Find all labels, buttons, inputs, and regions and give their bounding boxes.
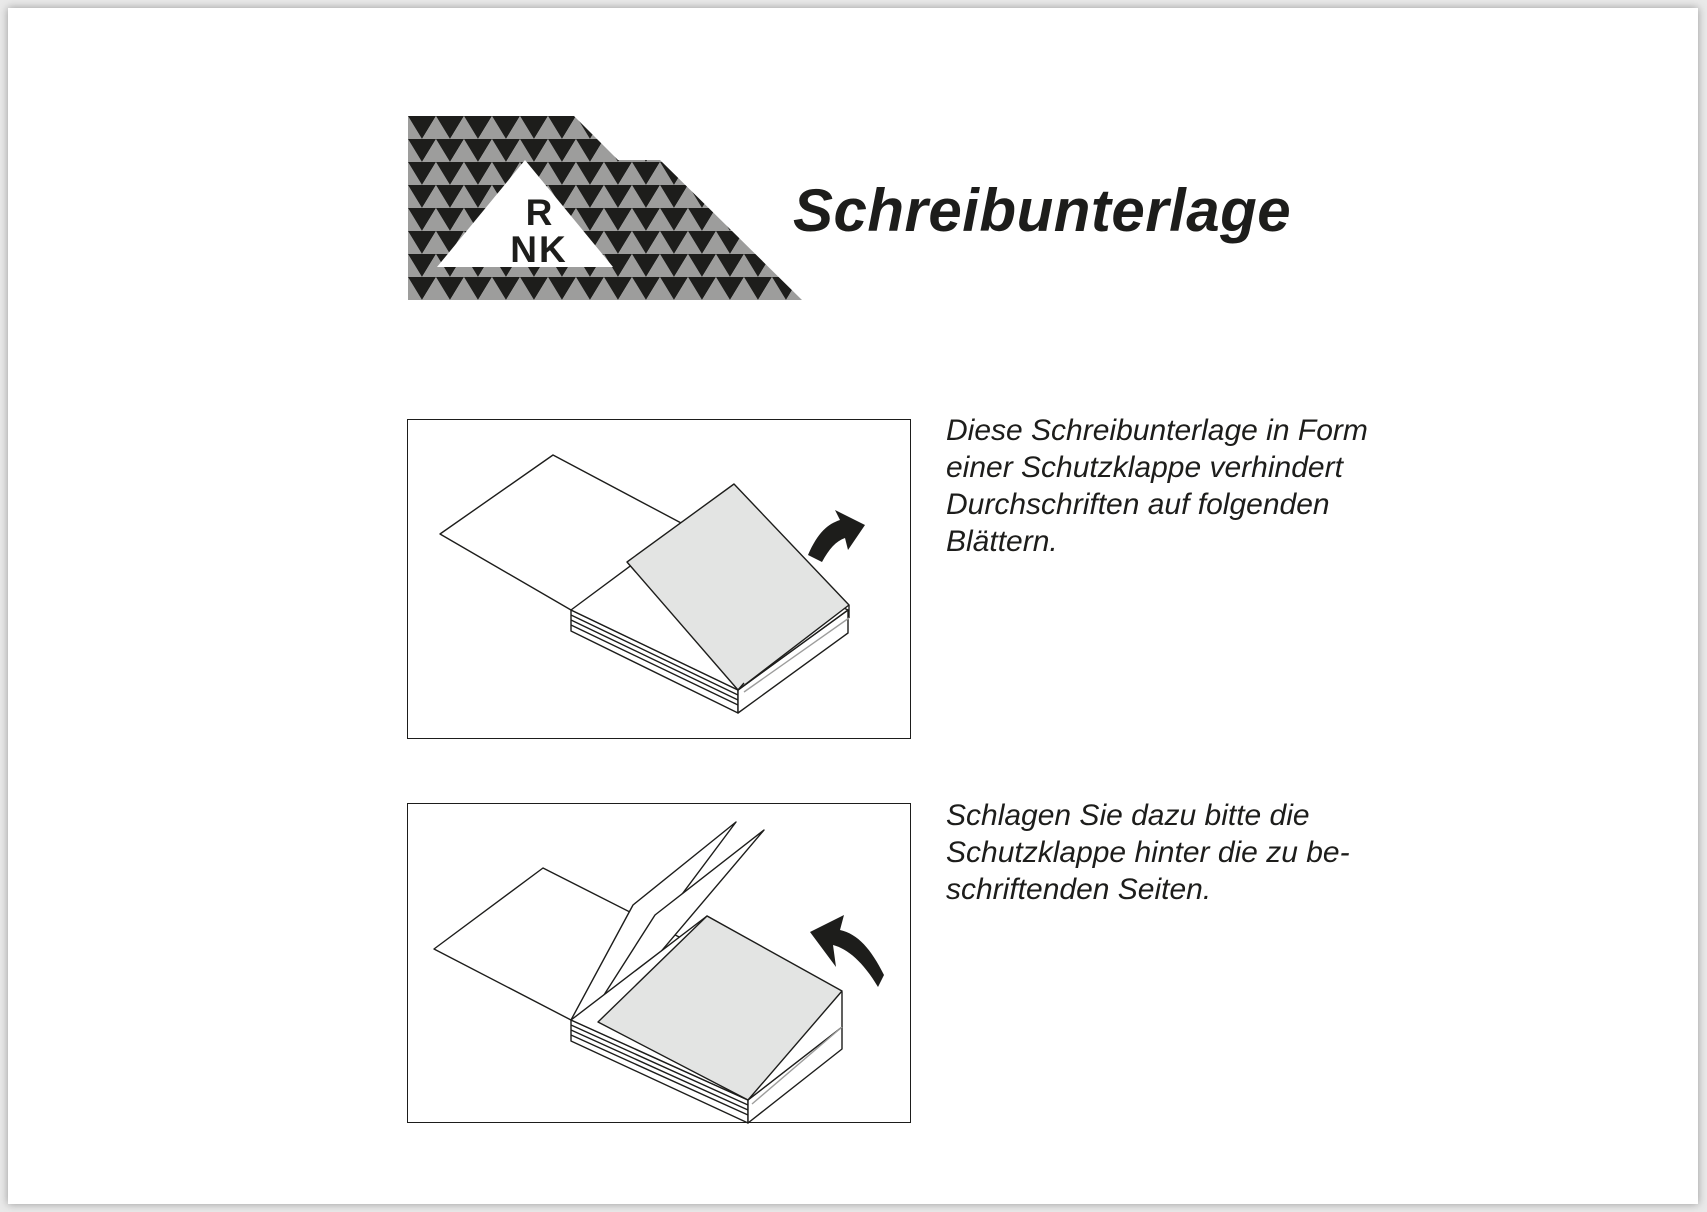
logo-letters-top: R [525,192,553,233]
description-1-line: Diese Schreibunterlage in Form [946,414,1368,447]
document-sheet [8,8,1698,1204]
description-1-line: einer Schutzklappe verhindert [946,451,1343,484]
description-1 [946,412,1466,560]
description-2-line: Schlagen Sie dazu bitte die [946,799,1310,832]
description-2-line: schriftenden Seiten. [946,873,1212,906]
illustration-panel-1 [407,419,911,739]
pad-with-cover-flap-folding-back-icon [408,804,912,1124]
description-1-line: Durchschriften auf folgenden [946,488,1330,521]
illustration-panel-2 [407,803,911,1123]
pad-with-cover-flap-closed-icon [408,420,912,740]
description-1-line: Blättern. [946,525,1058,558]
description-2-line: Schutzklappe hinter die zu be- [946,836,1350,869]
logo-letters-bottom: NK [510,229,568,270]
description-2 [946,797,1466,908]
page-title: Schreibunterlage [793,177,1292,244]
